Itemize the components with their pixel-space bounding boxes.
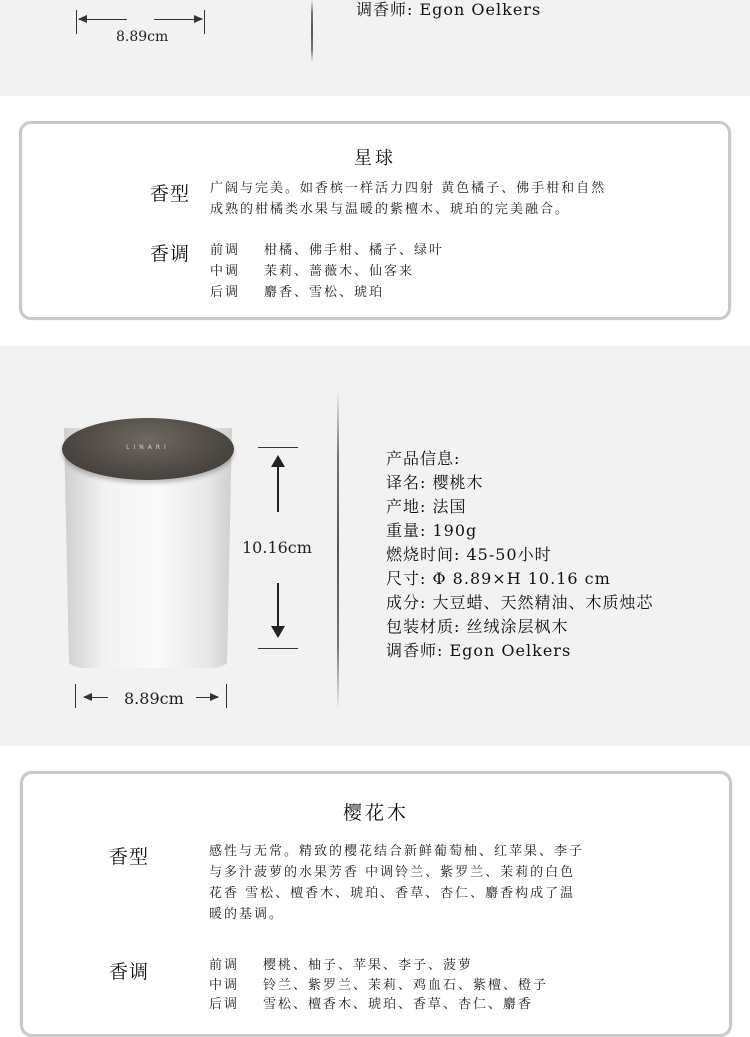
note-row-middle: [209, 974, 548, 993]
scent-type-label: 香型: [150, 183, 191, 205]
scent-description-line: 成熟的柑橘类水果与温暖的紫檀木、琥珀的完美融合。: [210, 202, 571, 217]
note-value: 茉莉、蔷薇木、仙客来: [264, 264, 415, 279]
scent-description-line: 花香 雪松、檀香木、琥珀、香草、杏仁、麝香构成了温: [209, 886, 576, 901]
divider-line: [337, 390, 339, 710]
note-key: 前调: [209, 958, 240, 973]
scent-description-line: 与多汁菠萝的水果芳香 中调铃兰、紫罗兰、茉莉的白色: [209, 865, 576, 880]
width-dimension-left-arrow: [79, 19, 127, 20]
info-packaging: 包装材质: 丝绒涂层枫木: [386, 617, 569, 636]
width-dimension-label: 8.89cm: [116, 29, 169, 45]
info-ingredients: 成分: 大豆蜡、天然精油、木质烛芯: [386, 593, 654, 612]
height-up-arrowhead: [271, 455, 285, 467]
note-row-base: [209, 993, 533, 1012]
width-dimension-right-tick: [204, 10, 205, 34]
notes-label: 香调: [150, 243, 191, 265]
fragrance-card-sakura: [20, 771, 732, 1037]
perfumer-line: 调香师: Egon Oelkers: [356, 0, 542, 19]
note-row-base: [210, 281, 384, 300]
width-dimension-right-arrow: [154, 19, 202, 20]
info-origin: 产地: 法国: [386, 497, 467, 516]
height-dimension-top-tick: [258, 447, 298, 448]
note-key: 前调: [210, 243, 241, 258]
height-down-arrowhead: [271, 626, 285, 638]
width-right-arrow: [196, 697, 218, 698]
note-key: 中调: [209, 978, 240, 993]
note-value: 雪松、檀香木、琥珀、香草、杏仁、麝香: [263, 997, 534, 1012]
scent-description-line: 暖的基调。: [209, 907, 285, 922]
note-row-middle: [210, 260, 414, 279]
height-dimension-label: 10.16cm: [242, 538, 312, 557]
width-dimension-left-tick: [76, 10, 77, 34]
note-key: 中调: [210, 264, 241, 279]
note-value: 铃兰、紫罗兰、茉莉、鸡血石、紫檀、橙子: [263, 978, 549, 993]
fragrance-title: 星球: [354, 148, 396, 169]
info-burn-time: 燃烧时间: 45-50小时: [386, 545, 552, 564]
notes-label: 香调: [109, 961, 150, 983]
fragrance-card-planet: [19, 121, 731, 320]
width-right-tick: [226, 684, 227, 708]
scent-description-line: 广阔与完美。如香槟一样活力四射 黄色橘子、佛手柑和自然: [210, 181, 607, 196]
note-row-top: [209, 954, 473, 973]
note-row-top: [210, 239, 444, 258]
divider-line: [311, 0, 313, 62]
info-perfumer: 调香师: Egon Oelkers: [386, 641, 572, 660]
top-product-band: [0, 0, 750, 96]
note-value: 樱桃、柚子、苹果、李子、菠萝: [263, 958, 474, 973]
brand-logo: LINARI: [126, 444, 170, 451]
info-weight: 重量: 190g: [386, 521, 478, 540]
width-left-arrow: [84, 697, 108, 698]
fragrance-title: 樱花木: [342, 802, 409, 824]
info-name: 译名: 樱桃木: [386, 473, 484, 492]
note-value: 柑橘、佛手柑、橘子、绿叶: [264, 243, 445, 258]
height-dimension-bottom-tick: [258, 648, 298, 649]
scent-type-label: 香型: [109, 846, 150, 868]
scent-description-line: 感性与无常。精致的樱花结合新鲜葡萄柚、红苹果、李子: [209, 844, 585, 859]
candle-lid-image: [62, 418, 234, 480]
note-value: 麝香、雪松、琥珀: [264, 285, 385, 300]
info-heading: 产品信息:: [386, 449, 461, 468]
note-key: 后调: [209, 997, 240, 1012]
height-up-arrow: [277, 460, 279, 512]
info-size: 尺寸: Φ 8.89×H 10.16 cm: [386, 569, 611, 588]
width-dimension-label: 8.89cm: [124, 689, 184, 708]
note-key: 后调: [210, 285, 241, 300]
width-left-tick: [75, 684, 76, 708]
